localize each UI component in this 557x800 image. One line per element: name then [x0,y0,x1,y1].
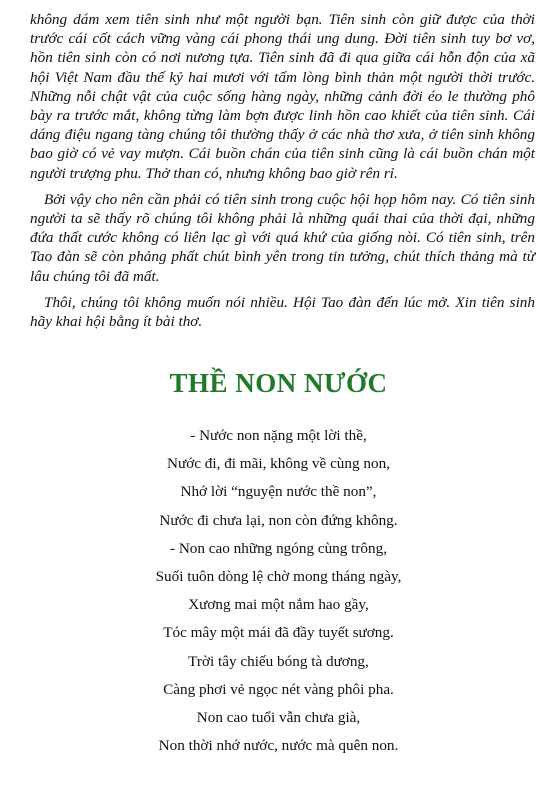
prose-paragraph: không dám xem tiên sinh như một người bạn. Tiên sinh còn giữ được của thời trước cái cốt cách vững vàng cái phong thái ung dung. Đời tiên sinh tuy bơ vơ, hồn tiên sinh còn có nơi nương tựa. Tiên sinh đã đi qua giữa cái hỗn độn của xã hội Việt Nam đầu thế kỷ hai mươi với tấm lòng bình thản một người thời trước. Những nỗi chật vật của cuộc sống hàng ngày, những cảnh đời éo le thường phô bày ra trước mắt, không từng làm bợn được linh hồn cao khiết của tiên sinh. Cái dáng điệu ngang tàng chúng tôi thường thấy ở các nhà thơ xưa, ở tiên sinh không bao giờ có vẻ vay mượn. Cái buồn chán của tiên sinh cũng là cái buồn chán một người trượng phu. Thở than có, nhưng không bao giờ rên rỉ. [30,11,535,182]
poem-title: THỀ NON NƯỚC [169,368,388,398]
poem-line: Suối tuôn dòng lệ chờ mong tháng ngày, [155,567,402,585]
poem-line: Trời tây chiếu bóng tà dương, [188,652,369,670]
prose-section [30,10,535,338]
poem-line: Càng phơi vẻ ngọc nét vàng phôi pha. [163,680,394,698]
prose-paragraph: Bởi vậy cho nên cần phải có tiên sinh trong cuộc hội họp hôm nay. Có tiên sinh người ta sẽ thấy rõ chúng tôi không phải là những quái thai của thời đại, những đứa thất cước không có liên lạc gì với quá khứ của giống nòi. Có tiên sinh, trên Tao đàn sẽ còn phảng phất chút bình yên trong tin tưởng, chút thích thảng mà từ lâu chúng tôi đã mất. [30,190,535,285]
poem-line: - Non cao những ngóng cùng trông, [169,539,388,557]
poem-line: Tóc mây một mái đã đầy tuyết sương. [163,624,394,642]
poem-line: Non thời nhớ nước, nước mà quên non. [158,737,399,755]
poem-line: Non cao tuổi vẫn chưa già, [196,708,361,726]
prose-paragraph: Thôi, chúng tôi không muốn nói nhiều. Hội Tao đàn đến lúc mở. Xin tiên sinh hãy khai hội bằng ít bài thơ. [30,293,535,331]
poem-line: Nước đi chưa lại, non còn đứng không. [159,511,398,529]
poem-line: Xương mai một nắm hao gầy, [188,596,369,614]
poem-line: - Nước non nặng một lời thề, [190,427,367,444]
poem-body [0,426,557,764]
poem-line: Nước đi, đi mãi, không về cùng non, [167,455,390,473]
poem-line: Nhớ lời “nguyện nước thề non”, [180,483,377,501]
